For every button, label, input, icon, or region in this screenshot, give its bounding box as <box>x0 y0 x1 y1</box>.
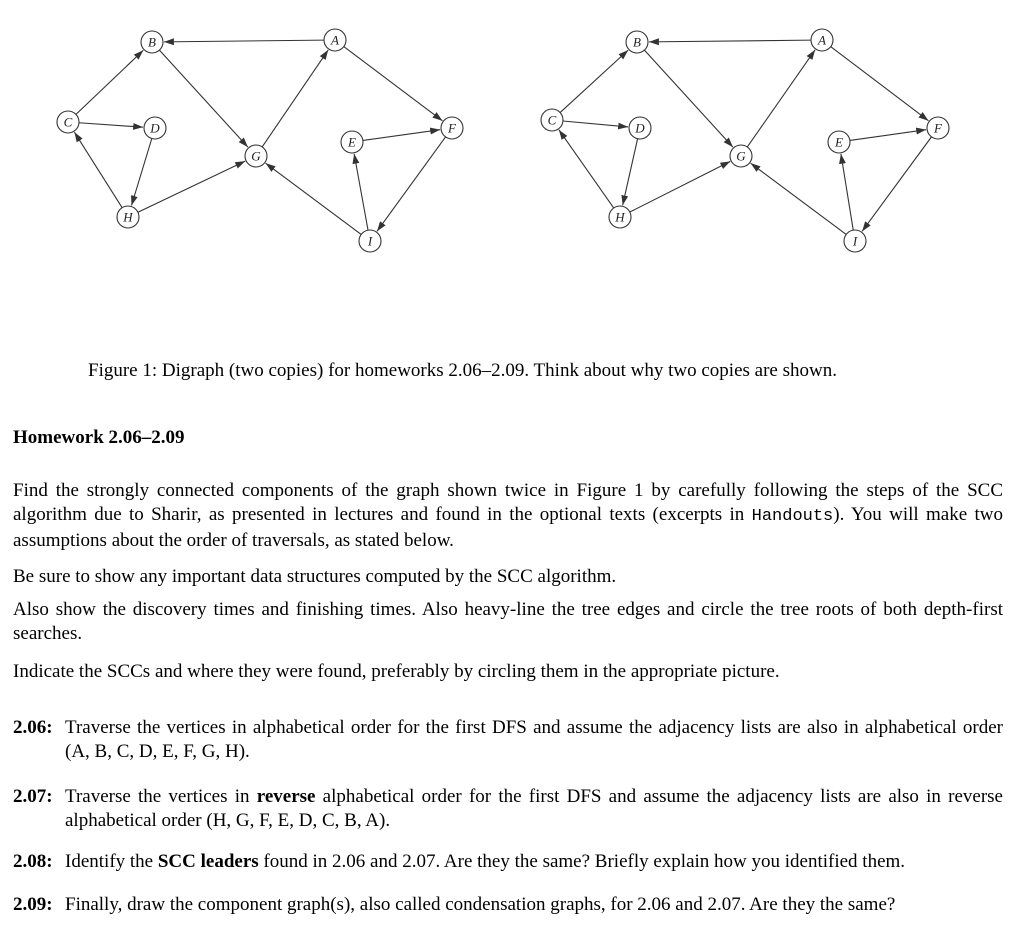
edge-d-to-h <box>623 139 638 206</box>
node-label: C <box>547 112 557 128</box>
node-f <box>441 117 463 139</box>
instructions-paragraph-2: Be sure to show any important data structures computed by the SCC algorithm. <box>13 566 617 587</box>
edge-i-to-g <box>751 163 847 234</box>
edge-g-to-a <box>262 50 328 147</box>
task-text: Identify the SCC leaders found in 2.06 and 2.07. Are they the same? Briefly explain how you identified them. <box>65 851 906 872</box>
node-i <box>844 230 866 252</box>
node-e <box>341 131 363 153</box>
node-c <box>57 111 79 133</box>
edge-e-to-f <box>850 130 926 141</box>
task-text: Traverse the vertices in reverse alphabetical order for the first DFS and assume the adjacency lists are also in reverse alphabetical order (H, G, F, E, D, C, B, A). <box>65 786 1003 831</box>
edge-b-to-g <box>159 50 247 147</box>
handouts-code: Handouts <box>751 507 834 526</box>
node-c <box>541 109 563 131</box>
edge-a-to-f <box>344 47 443 121</box>
edge-f-to-i <box>862 137 931 231</box>
node-label: H <box>615 209 625 225</box>
edge-d-to-h <box>131 139 151 206</box>
instructions-paragraph-1 <box>13 479 1003 553</box>
edge-h-to-c <box>559 130 614 208</box>
task-number: 2.09: <box>13 894 53 915</box>
edge-g-to-a <box>747 50 815 147</box>
node-label: E <box>835 134 843 150</box>
node-label: I <box>367 233 373 249</box>
node-label: H <box>123 209 133 225</box>
edge-i-to-e <box>354 154 368 230</box>
node-b <box>626 31 648 53</box>
node-label: A <box>331 32 339 48</box>
para1-text-b: ). You will make two assumptions about the order of traversals, as stated below. <box>13 504 1003 551</box>
node-f <box>927 117 949 139</box>
digraph-copy-right <box>485 0 970 320</box>
node-e <box>828 131 850 153</box>
node-label: D <box>635 120 645 136</box>
edge-e-to-f <box>363 130 440 141</box>
task-number: 2.07: <box>13 786 53 807</box>
node-g <box>245 145 267 167</box>
figure-caption: Figure 1: Digraph (two copies) for homeworks 2.06–2.09. Think about why two copies are shown. <box>88 360 837 381</box>
node-label: I <box>852 233 858 249</box>
task-text: Finally, draw the component graph(s), also called condensation graphs, for 2.06 and 2.07. Are they the same? <box>65 894 896 915</box>
instructions-paragraph-4: Indicate the SCCs and where they were found, preferably by circling them in the appropriate picture. <box>13 661 780 682</box>
edge-h-to-g <box>138 161 245 212</box>
emphasis-scc-leaders: SCC leaders <box>157 851 259 872</box>
edge-a-to-b <box>649 40 811 42</box>
node-d <box>629 117 651 139</box>
edge-i-to-e <box>841 154 853 230</box>
task-2-09 <box>13 893 1003 917</box>
node-label: E <box>348 134 356 150</box>
node-label: B <box>633 34 641 50</box>
edge-c-to-b <box>76 50 143 114</box>
para1-text-a: Find the strongly connected components of the graph shown twice in Figure 1 by carefully following the steps of the SCC algorithm due to Sharir, as presented in lectures and found in the optional texts (excerpts in <box>13 480 1003 525</box>
node-h <box>117 206 139 228</box>
edge-h-to-g <box>630 161 730 212</box>
edge-a-to-f <box>831 47 929 121</box>
node-g <box>730 145 752 167</box>
task-number: 2.08: <box>13 851 53 872</box>
edge-i-to-g <box>266 163 362 234</box>
edge-c-to-d <box>79 123 143 127</box>
node-b <box>141 31 163 53</box>
edge-a-to-b <box>164 40 324 42</box>
node-label: A <box>818 32 826 48</box>
edge-c-to-b <box>560 50 628 112</box>
node-label: G <box>251 148 261 164</box>
instructions-paragraph-3: Also show the discovery times and finishing times. Also heavy-line the tree edges and circle the tree roots of both depth-first searches. <box>13 599 1003 644</box>
node-a <box>811 29 833 51</box>
edge-c-to-d <box>563 121 628 127</box>
task-2-07 <box>13 785 1003 833</box>
emphasis-reverse: reverse <box>256 786 316 807</box>
task-number: 2.06: <box>13 717 53 738</box>
task-2-08 <box>13 850 1003 874</box>
node-label: B <box>148 34 156 50</box>
edge-f-to-i <box>377 137 445 231</box>
node-d <box>144 117 166 139</box>
node-label: F <box>934 120 942 136</box>
edge-b-to-g <box>644 50 732 147</box>
node-h <box>609 206 631 228</box>
task-text: Traverse the vertices in alphabetical order for the first DFS and assume the adjacency lists are also in alphabetical order (A, B, C, D, E, F, G, H). <box>65 717 1003 762</box>
node-label: F <box>448 120 456 136</box>
edge-h-to-c <box>74 132 122 208</box>
node-a <box>324 29 346 51</box>
node-label: G <box>736 148 746 164</box>
digraph-copy-left <box>0 0 485 320</box>
task-2-06 <box>13 716 1003 764</box>
node-label: D <box>150 120 160 136</box>
node-label: C <box>63 114 73 130</box>
node-i <box>359 230 381 252</box>
homework-heading: Homework 2.06–2.09 <box>13 427 185 448</box>
